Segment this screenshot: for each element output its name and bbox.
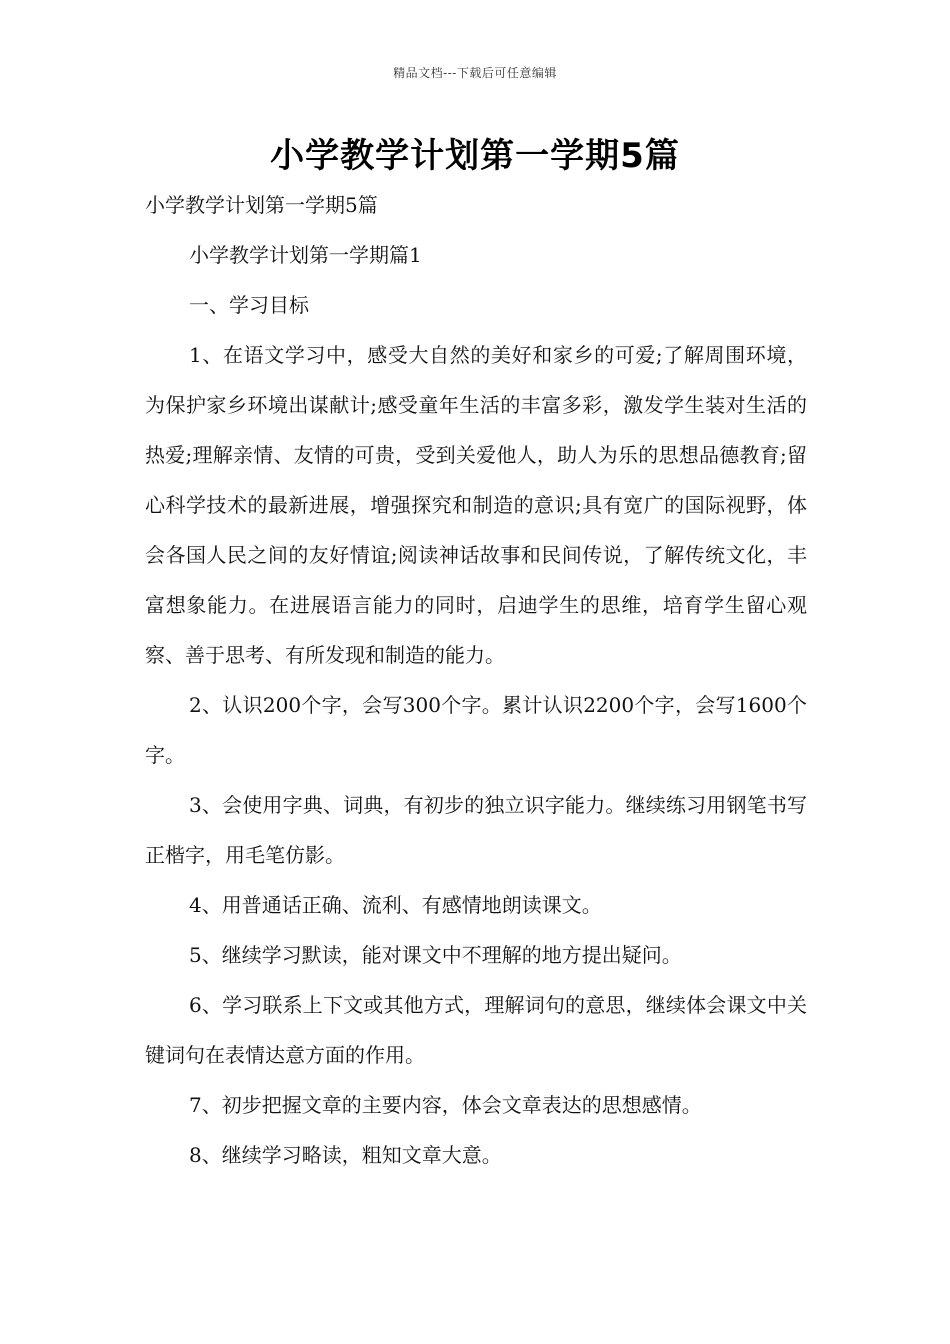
subtitle-paragraph: 小学教学计划第一学期5篇 bbox=[145, 193, 378, 217]
goal-paragraph-7: 7、初步把握文章的主要内容，体会文章表达的思想感情。 bbox=[189, 1093, 702, 1117]
goal-paragraph-1: 1、在语文学习中，感受大自然的美好和家乡的可爱;了解周围环境，为保护家乡环境出谋献计;感受童年生活的丰富多彩，激发学生装对生活的热爱;理解亲情、友情的可贵，受到关爱他人，助人为乐的思想品德教育;留心科学技术的最新进展，增强探究和制造的意识;具有宽广的国际视野，体会各国人民之间的友好情谊;阅读神话故事和民间传说，了解传统文化，丰富想象能力。在进展语言能力的同时，启迪学生的思维，培育学生留心观察、善于思考、有所发现和制造的能力。 bbox=[145, 343, 807, 667]
section-heading: 小学教学计划第一学期篇1 bbox=[189, 243, 422, 267]
document-title: 小学教学计划第一学期5篇 bbox=[270, 136, 680, 176]
goal-paragraph-6: 6、学习联系上下文或其他方式，理解词句的意思，继续体会课文中关键词句在表情达意方面的作用。 bbox=[145, 993, 807, 1067]
header-note: 精品文档---下载后可任意编辑 bbox=[393, 66, 557, 80]
document-body bbox=[145, 180, 807, 1180]
goal-paragraph-4: 4、用普通话正确、流利、有感情地朗读课文。 bbox=[189, 893, 602, 917]
subsection-heading: 一、学习目标 bbox=[189, 293, 309, 317]
goal-paragraph-3: 3、会使用字典、词典，有初步的独立识字能力。继续练习用钢笔书写正楷字，用毛笔仿影。 bbox=[145, 793, 807, 867]
goal-paragraph-8: 8、继续学习略读，粗知文章大意。 bbox=[189, 1143, 502, 1167]
goal-paragraph-5: 5、继续学习默读，能对课文中不理解的地方提出疑问。 bbox=[189, 943, 682, 967]
goal-paragraph-2: 2、认识200个字，会写300个字。累计认识2200个字，会写1600个字。 bbox=[145, 693, 807, 767]
